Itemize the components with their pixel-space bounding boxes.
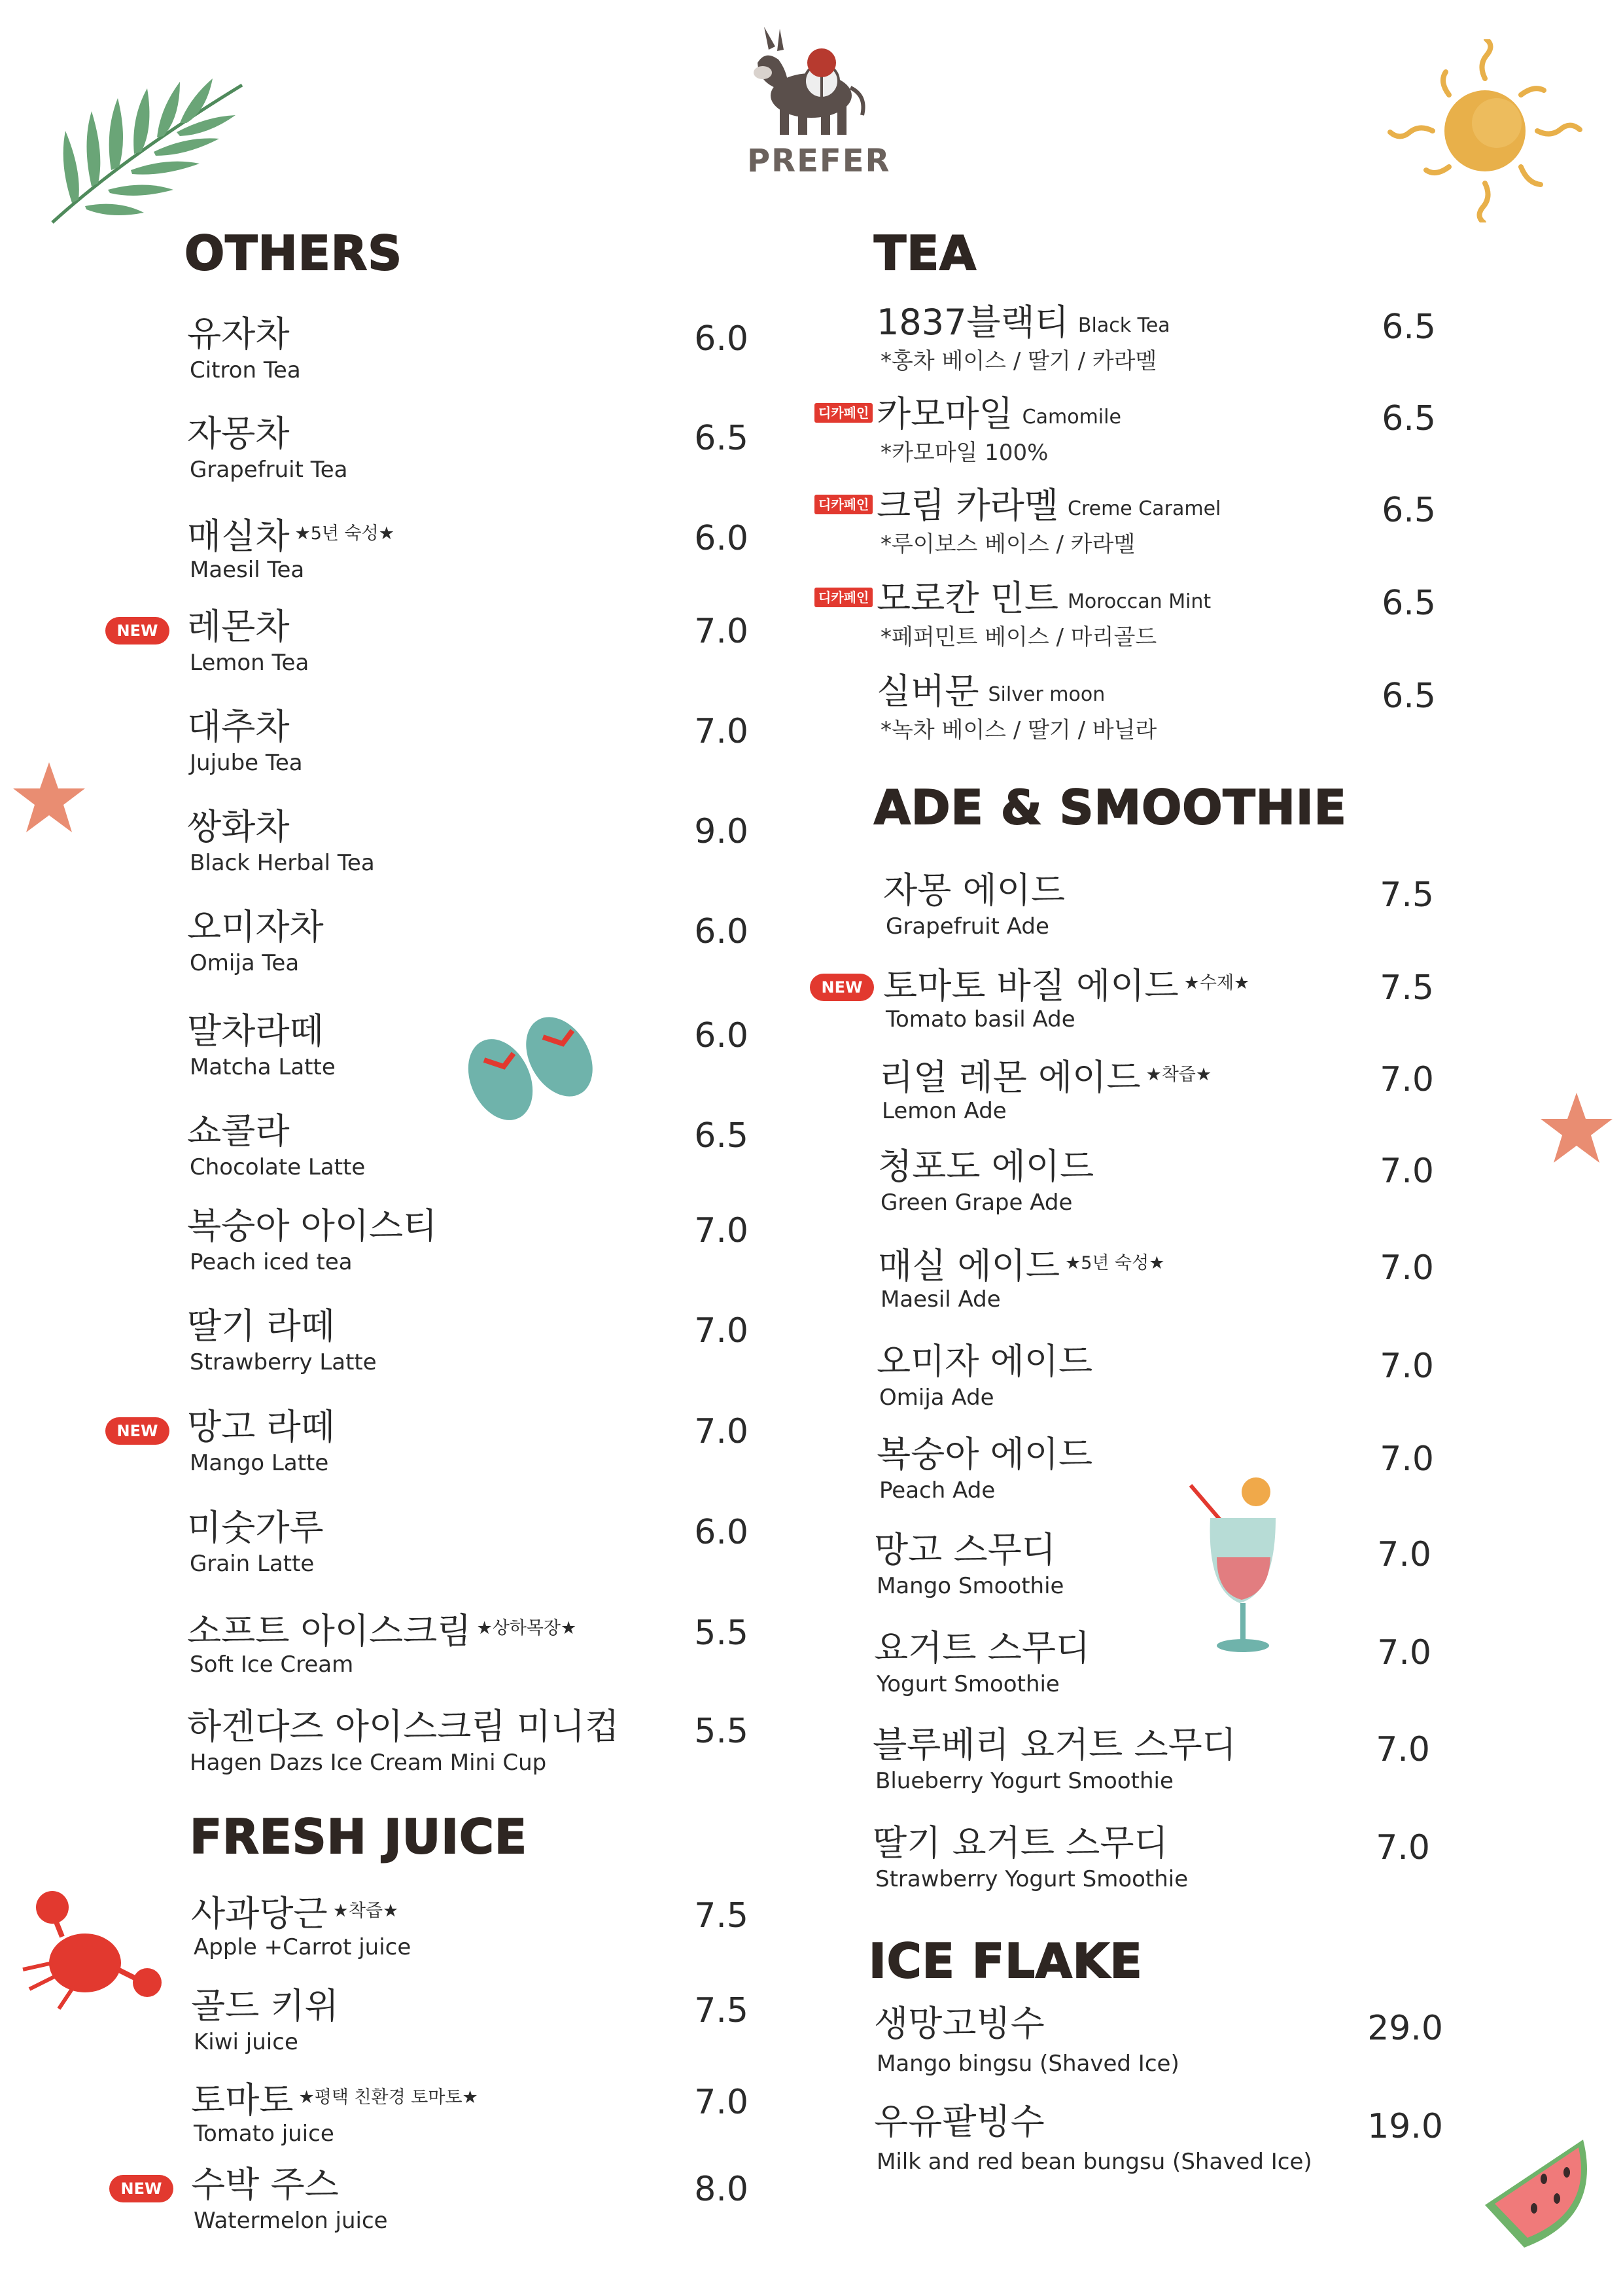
item-name-ko: 블루베리 요거트 스무디 bbox=[873, 1724, 1236, 1765]
item-name-en: Lemon Tea bbox=[190, 650, 309, 676]
item-name-en: Citron Tea bbox=[190, 357, 301, 383]
item-price: 7.0 bbox=[1380, 1347, 1434, 1386]
item-name-en: Apple +Carrot juice bbox=[194, 1934, 411, 1960]
item-name-en: Black Herbal Tea bbox=[190, 850, 375, 876]
item-name-en: Chocolate Latte bbox=[190, 1154, 366, 1180]
palm-leaf-illustration bbox=[46, 72, 255, 229]
others-section-title: OTHERS bbox=[184, 226, 403, 281]
menu-item bbox=[116, 606, 748, 692]
item-price: 6.5 bbox=[694, 1116, 748, 1156]
item-price: 29.0 bbox=[1367, 2009, 1443, 2048]
item-name-ko: 자몽 에이드 bbox=[883, 870, 1065, 911]
item-name-en: Grapefruit Ade bbox=[886, 913, 1049, 940]
item-name-ko-text: 1837블랙티 bbox=[877, 302, 1069, 343]
item-name-en: Jujube Tea bbox=[190, 750, 303, 776]
item-name-en: Peach iced tea bbox=[190, 1249, 353, 1275]
item-price: 6.0 bbox=[694, 1016, 748, 1055]
item-note: ★수제★ bbox=[1183, 973, 1250, 993]
item-name-en: Blueberry Yogurt Smoothie bbox=[875, 1768, 1174, 1794]
item-note: ★5년 숙성★ bbox=[1065, 1253, 1165, 1273]
item-name-ko bbox=[883, 963, 1249, 1006]
item-name-ko bbox=[191, 2077, 478, 2121]
new-badge: NEW bbox=[109, 2175, 173, 2202]
menu-item bbox=[883, 870, 1434, 955]
item-price: 7.5 bbox=[1380, 875, 1434, 915]
menu-item bbox=[873, 1823, 1430, 1908]
item-price: 6.5 bbox=[1382, 399, 1436, 438]
item-price: 5.5 bbox=[694, 1712, 748, 1751]
menu-item bbox=[187, 1608, 748, 1693]
item-name-ko: 대추차 bbox=[187, 706, 290, 747]
item-name-ko bbox=[878, 1243, 1164, 1286]
item-price: 6.0 bbox=[694, 1513, 748, 1552]
item-price: 7.5 bbox=[694, 1896, 748, 1935]
menu-item bbox=[877, 1341, 1434, 1426]
item-name-ko: 복숭아 아이스티 bbox=[187, 1205, 438, 1246]
fresh-juice-section-title: FRESH JUICE bbox=[190, 1809, 528, 1864]
item-name-en: Maesil Ade bbox=[881, 1286, 1001, 1313]
item-price: 6.0 bbox=[694, 519, 748, 558]
item-price: 6.0 bbox=[694, 912, 748, 951]
item-description: *페퍼민트 베이스 / 마리골드 bbox=[881, 624, 1157, 650]
item-price: 6.0 bbox=[694, 319, 748, 359]
item-price: 7.0 bbox=[694, 1412, 748, 1451]
item-price: 5.5 bbox=[694, 1614, 748, 1653]
brand-name: PREFER bbox=[747, 143, 891, 179]
menu-item bbox=[187, 1111, 748, 1196]
item-price: 6.5 bbox=[1382, 677, 1436, 716]
item-note: ★5년 숙성★ bbox=[294, 523, 394, 544]
item-name-ko bbox=[187, 1608, 576, 1651]
item-name-ko: 오미자차 bbox=[187, 906, 324, 947]
item-name-ko-text: 소프트 아이스크림 bbox=[187, 1610, 472, 1651]
item-name-ko-text: 토마토 bbox=[191, 2079, 294, 2121]
item-name-ko-text: 매실차 bbox=[187, 516, 290, 557]
starfish-left-icon bbox=[10, 759, 88, 838]
item-name-ko-text: 사과당근 bbox=[191, 1893, 328, 1934]
tea-item bbox=[818, 485, 1436, 571]
item-name-ko bbox=[877, 302, 1170, 346]
item-name-ko: 요거트 스무디 bbox=[874, 1627, 1091, 1669]
item-name-ko: 딸기 라떼 bbox=[187, 1305, 335, 1347]
item-name-ko: 우유팥빙수 bbox=[874, 2101, 1045, 2142]
item-price: 7.0 bbox=[694, 612, 748, 651]
item-name-ko: 말차라떼 bbox=[187, 1010, 324, 1051]
item-name-en: Tomato juice bbox=[194, 2121, 334, 2147]
tea-item bbox=[818, 578, 1436, 663]
item-name-ko: 수박 주스 bbox=[191, 2164, 339, 2205]
item-price: 7.0 bbox=[694, 712, 748, 751]
item-name-ko: 복숭아 에이드 bbox=[877, 1434, 1093, 1475]
item-name-en: Strawberry Latte bbox=[190, 1349, 377, 1375]
item-name-en: Creme Caramel bbox=[1068, 497, 1221, 520]
item-name-ko bbox=[877, 671, 1105, 715]
item-name-en: Omija Ade bbox=[879, 1385, 994, 1411]
tea-item bbox=[877, 671, 1436, 756]
item-name-ko-text: 리얼 레몬 에이드 bbox=[879, 1057, 1141, 1098]
menu-item bbox=[187, 1706, 748, 1792]
item-price: 6.5 bbox=[1382, 584, 1436, 623]
item-name-en: Grapefruit Tea bbox=[190, 457, 348, 483]
item-name-en: Matcha Latte bbox=[190, 1054, 336, 1080]
item-name-ko bbox=[879, 1055, 1212, 1098]
starfish-right-icon bbox=[1537, 1086, 1616, 1171]
item-name-en: Watermelon juice bbox=[194, 2208, 388, 2234]
item-price: 19.0 bbox=[1367, 2107, 1443, 2146]
item-note: ★착즙★ bbox=[332, 1901, 399, 1921]
item-description: *홍차 베이스 / 딸기 / 카라멜 bbox=[881, 348, 1157, 374]
menu-item bbox=[120, 2164, 748, 2250]
item-name-en: Yogurt Smoothie bbox=[877, 1671, 1060, 1697]
item-name-en: Hagen Dazs Ice Cream Mini Cup bbox=[190, 1750, 547, 1776]
item-price: 7.0 bbox=[694, 1211, 748, 1250]
item-price: 7.0 bbox=[1380, 1060, 1434, 1099]
menu-item bbox=[877, 1434, 1434, 1519]
watermelon-slice-icon bbox=[1472, 2127, 1603, 2257]
item-name-en: Omija Tea bbox=[190, 950, 300, 976]
item-name-ko-text: 매실 에이드 bbox=[878, 1245, 1060, 1286]
tea-section-title: TEA bbox=[874, 226, 977, 281]
item-name-ko: 골드 키위 bbox=[191, 1985, 339, 2026]
item-price: 7.0 bbox=[1380, 1152, 1434, 1191]
menu-item bbox=[116, 1406, 748, 1492]
item-name-en: Camomile bbox=[1022, 406, 1121, 429]
item-note: ★평택 친환경 토마토★ bbox=[298, 2087, 478, 2108]
item-name-ko: 유자차 bbox=[187, 313, 290, 355]
item-name-ko: 쇼콜라 bbox=[187, 1110, 290, 1152]
item-price: 7.0 bbox=[694, 1311, 748, 1351]
menu-item bbox=[874, 2102, 1443, 2187]
item-name-en: Green Grape Ade bbox=[881, 1190, 1073, 1216]
item-price: 7.5 bbox=[1380, 968, 1434, 1008]
menu-item bbox=[874, 1530, 1431, 1615]
item-price: 7.0 bbox=[694, 2083, 748, 2122]
item-name-en: Mango bingsu (Shaved Ice) bbox=[877, 2051, 1179, 2077]
item-name-en: Moroccan Mint bbox=[1068, 590, 1212, 613]
item-name-ko: 망고 스무디 bbox=[874, 1529, 1056, 1570]
menu-item bbox=[187, 514, 748, 599]
item-name-ko: 청포도 에이드 bbox=[878, 1146, 1094, 1187]
item-name-en: Grain Latte bbox=[190, 1551, 315, 1577]
item-description: *카모마일 100% bbox=[881, 440, 1049, 466]
item-name-en: Peach Ade bbox=[879, 1477, 996, 1504]
item-name-ko bbox=[877, 486, 1221, 529]
item-price: 8.0 bbox=[694, 2170, 748, 2209]
item-name-ko: 쌍화차 bbox=[187, 806, 290, 847]
new-badge: NEW bbox=[105, 617, 169, 645]
item-name-ko: 레몬차 bbox=[187, 606, 290, 647]
ice-flake-section-title: ICE FLAKE bbox=[869, 1934, 1143, 1988]
item-price: 7.0 bbox=[1377, 1535, 1431, 1574]
ade-smoothie-section-title: ADE & SMOOTHIE bbox=[874, 780, 1347, 835]
item-price: 7.0 bbox=[1376, 1730, 1430, 1769]
item-name-en: Tomato basil Ade bbox=[886, 1006, 1075, 1033]
item-name-ko bbox=[877, 394, 1121, 438]
item-name-ko bbox=[877, 578, 1211, 622]
item-name-en: Mango Smoothie bbox=[877, 1573, 1064, 1599]
menu-item bbox=[191, 1986, 748, 2071]
menu-item bbox=[191, 1891, 748, 1976]
item-name-ko-text: 실버문 bbox=[877, 671, 979, 712]
item-name-ko-text: 크림 카라멜 bbox=[877, 485, 1058, 526]
item-price: 7.0 bbox=[1380, 1248, 1434, 1288]
menu-item bbox=[878, 1146, 1434, 1231]
sun-icon bbox=[1387, 39, 1583, 222]
item-name-ko-text: 카모마일 bbox=[877, 393, 1013, 434]
menu-item bbox=[879, 1055, 1434, 1140]
menu-item bbox=[874, 1628, 1431, 1713]
item-name-ko: 망고 라떼 bbox=[187, 1406, 335, 1447]
item-name-en: Maesil Tea bbox=[190, 557, 305, 583]
item-note: ★착즙★ bbox=[1145, 1065, 1212, 1085]
item-price: 6.5 bbox=[1382, 308, 1436, 347]
menu-item bbox=[874, 2004, 1443, 2089]
menu-item bbox=[187, 314, 748, 399]
crab-icon bbox=[13, 1884, 170, 2015]
item-price: 7.0 bbox=[1380, 1439, 1434, 1479]
menu-item bbox=[878, 1243, 1434, 1328]
menu-item bbox=[187, 1011, 748, 1096]
item-description: *녹차 베이스 / 딸기 / 바닐라 bbox=[881, 717, 1157, 743]
menu-item bbox=[187, 807, 748, 892]
menu-item bbox=[187, 1206, 748, 1291]
item-name-en: Silver moon bbox=[988, 683, 1106, 706]
tea-item bbox=[818, 393, 1436, 479]
item-price: 9.0 bbox=[694, 812, 748, 851]
item-name-ko: 자몽차 bbox=[187, 413, 290, 454]
tea-item bbox=[877, 302, 1436, 387]
menu-item bbox=[187, 907, 748, 992]
decaf-badge: 디카페인 bbox=[814, 588, 873, 607]
item-name-ko bbox=[191, 1891, 398, 1934]
item-name-en: Black Tea bbox=[1077, 314, 1170, 337]
item-price: 6.5 bbox=[694, 419, 748, 458]
menu-item bbox=[187, 1306, 748, 1391]
item-name-ko-text: 토마토 바질 에이드 bbox=[883, 965, 1179, 1006]
item-name-en: Milk and red bean bungsu (Shaved Ice) bbox=[877, 2149, 1312, 2175]
decaf-badge: 디카페인 bbox=[814, 403, 873, 423]
item-name-ko: 딸기 요거트 스무디 bbox=[873, 1822, 1168, 1863]
item-price: 7.0 bbox=[1377, 1633, 1431, 1672]
menu-item bbox=[191, 2077, 748, 2163]
item-name-en: Mango Latte bbox=[190, 1450, 329, 1476]
item-name-ko: 미숫가루 bbox=[187, 1507, 324, 1548]
item-name-en: Lemon Ade bbox=[882, 1098, 1007, 1124]
donkey-logo-icon bbox=[739, 24, 870, 141]
new-badge: NEW bbox=[105, 1417, 169, 1445]
item-name-ko: 오미자 에이드 bbox=[877, 1341, 1093, 1382]
item-name-en: Strawberry Yogurt Smoothie bbox=[875, 1866, 1189, 1892]
menu-item bbox=[187, 1508, 748, 1593]
item-name-en: Soft Ice Cream bbox=[190, 1651, 354, 1678]
menu-item bbox=[821, 963, 1434, 1048]
item-name-ko: 생망고빙수 bbox=[874, 2003, 1045, 2044]
new-badge: NEW bbox=[810, 974, 874, 1001]
item-price: 7.0 bbox=[1376, 1828, 1430, 1867]
item-price: 6.5 bbox=[1382, 491, 1436, 530]
item-description: *루이보스 베이스 / 카라멜 bbox=[881, 531, 1136, 557]
item-price: 7.5 bbox=[694, 1991, 748, 2030]
item-note: ★상하목장★ bbox=[476, 1618, 577, 1638]
menu-item bbox=[187, 414, 748, 499]
item-name-en: Kiwi juice bbox=[194, 2029, 298, 2055]
menu-item bbox=[873, 1725, 1430, 1810]
item-name-ko bbox=[187, 514, 394, 557]
menu-item bbox=[187, 707, 748, 792]
item-name-ko: 하겐다즈 아이스크림 미니컵 bbox=[187, 1706, 620, 1747]
item-name-ko-text: 모로칸 민트 bbox=[877, 578, 1058, 619]
decaf-badge: 디카페인 bbox=[814, 495, 873, 514]
